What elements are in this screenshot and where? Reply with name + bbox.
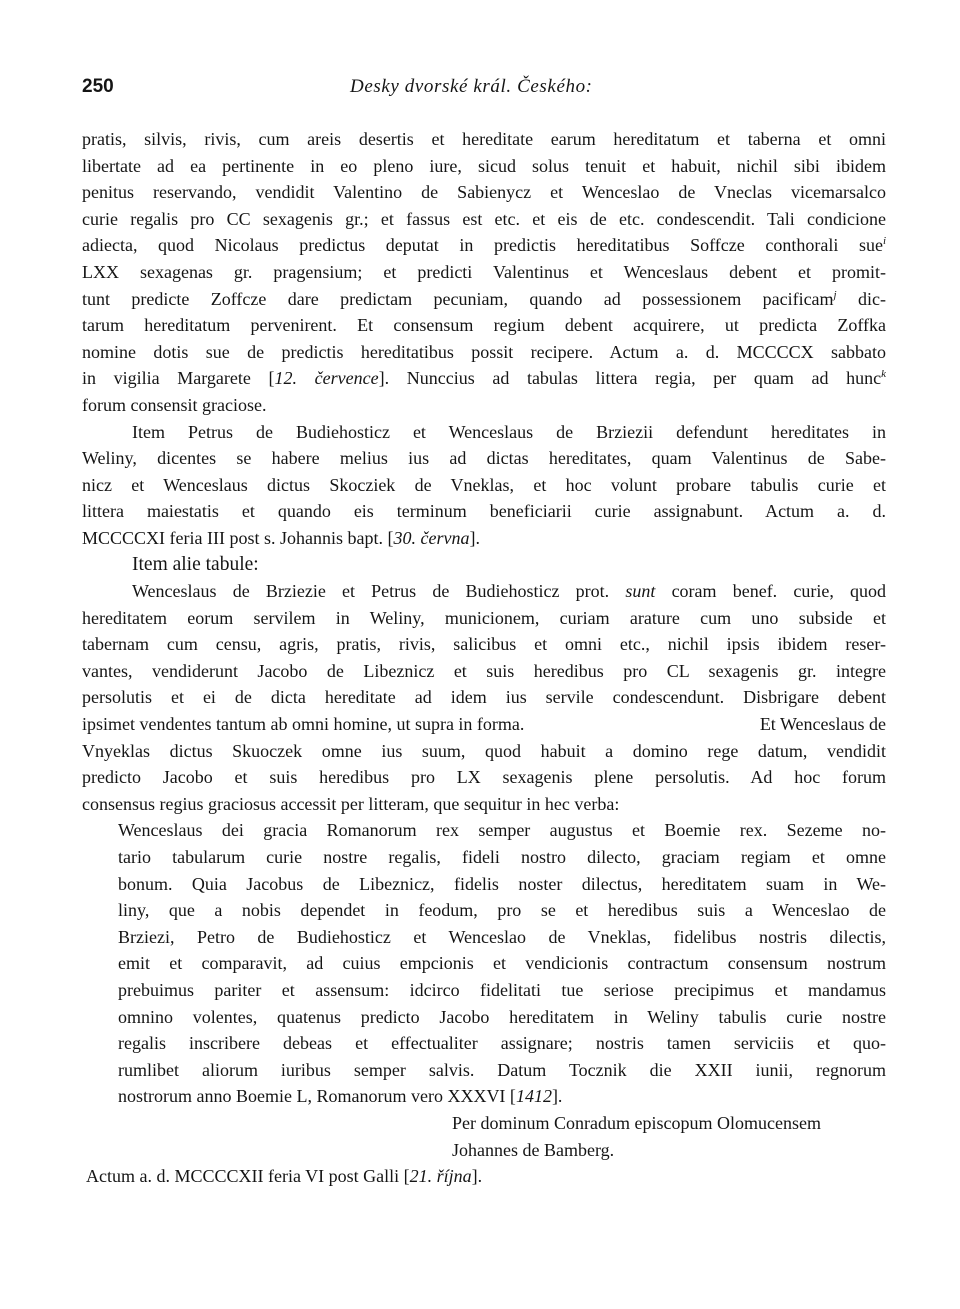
letter-line: omnino volentes, quatenus predicto Jacobo hereditatem in Weliny tabulis curie nostre <box>118 1006 886 1027</box>
text-line <box>82 578 886 605</box>
text-line <box>82 711 886 738</box>
text-segment: ipsimet vendentes tantum ab omni homine, ut supra in forma. <box>82 714 525 735</box>
text-line: persolutis et ei de dicta hereditate ad idem ius servile condescendunt. Disbrigare debent <box>82 687 886 708</box>
closing-line <box>82 1163 886 1190</box>
text-line <box>82 365 886 392</box>
text-body <box>82 126 886 1190</box>
text-segment: Actum a. d. MCCCCXII feria VI post Galli [ <box>86 1166 410 1187</box>
text-segment: ]. Nunccius ad tabulas littera regia, per quam ad hunc <box>378 368 882 389</box>
text-line: nomine dotis sue de predictis hereditatibus possit recipere. Actum a. d. MCCCCX sabbato <box>82 341 886 362</box>
footnote-mark: j <box>833 288 837 301</box>
text-line: nicz et Wenceslaus dictus Skocziek de Vneklas, et hoc volunt probare tabulis curie et <box>82 474 886 495</box>
text-segment: tunt predicte Zoffcze dare predictam pecuniam, quando ad possessionem pacificam <box>82 288 834 309</box>
letter-line: liny, que a nobis dependet in feodum, pro se et heredibus suis a Wenceslao de <box>118 900 886 921</box>
text-line: Weliny, dicentes se habere melius ius ad dictas hereditates, quam Valentinus de Sabe- <box>82 448 886 469</box>
text-line: forum consensit graciose. <box>82 394 267 415</box>
text-segment: ]. <box>551 1086 563 1107</box>
signature-line: Per dominum Conradum episcopum Olomucensem <box>452 1112 821 1133</box>
page-number: 250 <box>82 76 114 97</box>
signature-line: Johannes de Bamberg. <box>452 1139 615 1160</box>
text-line: Vnyeklas dictus Skuoczek omne ius suum, quod habuit a domino rege datum, vendidit <box>82 740 886 761</box>
running-header <box>82 76 886 106</box>
text-line: vantes, vendiderunt Jacobo de Libeznicz et suis heredibus pro CL sexagenis gr. integre <box>82 660 886 681</box>
letter-line: tario tabularum curie nostre regalis, fideli nostro dilecto, graciam regiam et omne <box>118 847 886 868</box>
text-segment: coram benef. curie, quod <box>671 581 886 602</box>
letter-line: prebuimus pariter et assensum: idcirco fidelitati tue seriose precipimus et mandamus <box>118 980 886 1000</box>
text-line: predicto Jacobo et suis heredibus pro LX sexagenis plene persolutis. Ad hoc forum <box>82 767 886 788</box>
text-line: penitus reservando, vendidit Valentino de Sabienycz et Wenceslao de Vneclas vicemarsalco <box>82 182 886 203</box>
text-segment: adiecta, quod Nicolaus predictus deputat in predictis hereditatibus Soffcze conthorali sue <box>82 235 883 256</box>
text-line: hereditatem eorum servilem in Weliny, municionem, curiam arature cum uno subside et <box>82 607 886 628</box>
footnote-mark: i <box>882 235 886 248</box>
running-title: Desky dvorské král. Českého: <box>350 76 593 97</box>
text-line: tarum hereditatum pervenirent. Et consensum regium debent acquirere, ut predicta Zoffka <box>82 315 886 336</box>
text-line: LXX sexagenas gr. pragensium; et predicti Valentinus et Wenceslaus debent et promit- <box>82 261 886 282</box>
letter-line: regalis inscribere debeas et effectualiter assignare; nostris tamen serviciis et quo- <box>118 1033 886 1054</box>
text-line <box>82 232 886 259</box>
text-line: Item Petrus de Budiehosticz et Wenceslaus de Brziezii defendunt hereditates in <box>132 421 886 442</box>
footnote-mark: k <box>881 368 886 381</box>
emphasis: sunt <box>625 581 656 602</box>
letter-line: emit et comparavit, ad cuius empcionis et vendicionis contractum consensum nostrum <box>118 953 886 974</box>
text-line: littera maiestatis et quando eis terminum beneficiarii curie assignabunt. Actum a. d. <box>82 501 886 522</box>
text-line: libertate ad ea pertinente in eo pleno iure, sicud solus tenuit et habuit, nichil sibi ibidem <box>82 155 886 176</box>
letter-line: bonum. Quia Jacobus de Libeznicz, fidelis noster dilectus, hereditatem suam in We- <box>118 873 886 894</box>
text-segment: in vigilia Margarete [ <box>82 368 275 389</box>
text-segment: Wenceslaus de Brziezie et Petrus de Budiehosticz prot. <box>132 581 610 602</box>
date-annotation: 21. října <box>409 1166 472 1187</box>
date-annotation: 30. června <box>393 527 470 548</box>
text-segment: dic- <box>858 288 886 309</box>
date-annotation: 1412 <box>515 1086 552 1107</box>
text-segment: MCCCCXI feria III post s. Johannis bapt. [ <box>82 527 394 548</box>
text-line: curie regalis pro CC sexagenis gr.; et fassus est etc. et eis de etc. condescendit. Tali condicione <box>82 208 886 229</box>
date-annotation: 12. července <box>274 368 379 389</box>
text-line: consensus regius graciosus accessit per litteram, que sequitur in hec verba: <box>82 793 620 814</box>
text-line: tabernam cum censu, agris, pratis, rivis, salicibus et omni etc., nichil ipsis ibidem reser- <box>82 634 886 655</box>
letter-line <box>82 1083 886 1110</box>
text-line: pratis, silvis, rivis, cum areis desertis et hereditate earum hereditatum et taberna et omni <box>82 129 886 149</box>
letter-line: rumlibet aliorum iuribus semper salvis. Datum Tocznik die XXII iunii, regnorum <box>118 1059 886 1080</box>
text-segment: nostrorum anno Boemie L, Romanorum vero XXXVI [ <box>118 1086 516 1107</box>
text-segment: Et Wenceslaus de <box>759 714 886 735</box>
letter-line: Wenceslaus dei gracia Romanorum rex semper augustus et Boemie rex. Sezeme no- <box>118 820 886 841</box>
text-segment: ]. <box>469 527 480 548</box>
text-line <box>82 286 886 313</box>
text-line <box>82 525 886 552</box>
letter-line: Brziezi, Petro de Budiehosticz et Wenceslao de Vneklas, fidelibus nostris dilectis, <box>118 926 886 947</box>
text-segment: ]. <box>471 1166 483 1187</box>
section-heading: Item alie tabule: <box>132 553 259 575</box>
